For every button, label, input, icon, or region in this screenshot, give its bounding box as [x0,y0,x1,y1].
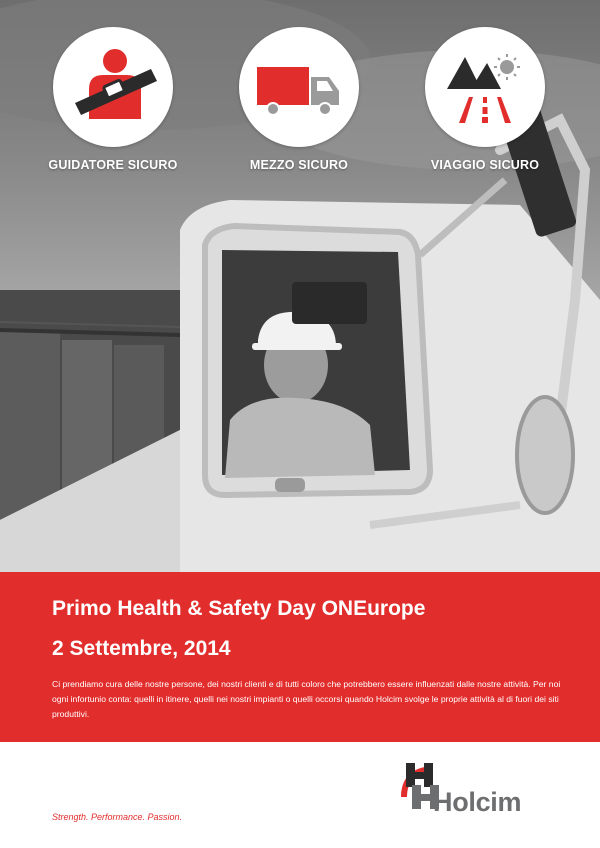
body-paragraph: Ci prendiamo cura delle nostre persone, dei nostri clienti e di tutti coloro che potrebbero essere influenzati dalle nostre attività. Per noi ogni infortunio conta: quelli in itinere, quelli nei nostri impianti o quelli occorsi quando Holcim svolge le proprie attività al di fuori dei siti produttivi. [52,679,561,719]
safe-driver-icon-circle [53,27,173,147]
safe-journey-label: VIAGGIO SICURO [430,158,540,172]
road-mountains-icon [425,27,545,147]
brand-slogan: Strength. Performance. Passion. [52,812,183,822]
safe-vehicle-icon-circle [239,27,359,147]
safe-vehicle-label: MEZZO SICURO [249,158,349,172]
truck-icon [239,27,359,147]
holcim-wordmark: Holcim [433,787,522,817]
safe-driver-label: GUIDATORE SICURO [48,158,178,172]
headline-title: Primo Health & Safety Day ONEurope [52,597,426,620]
headline-date: 2 Settembre, 2014 [52,637,231,660]
safe-journey-icon-circle [425,27,545,147]
seatbelt-driver-icon [53,27,173,147]
